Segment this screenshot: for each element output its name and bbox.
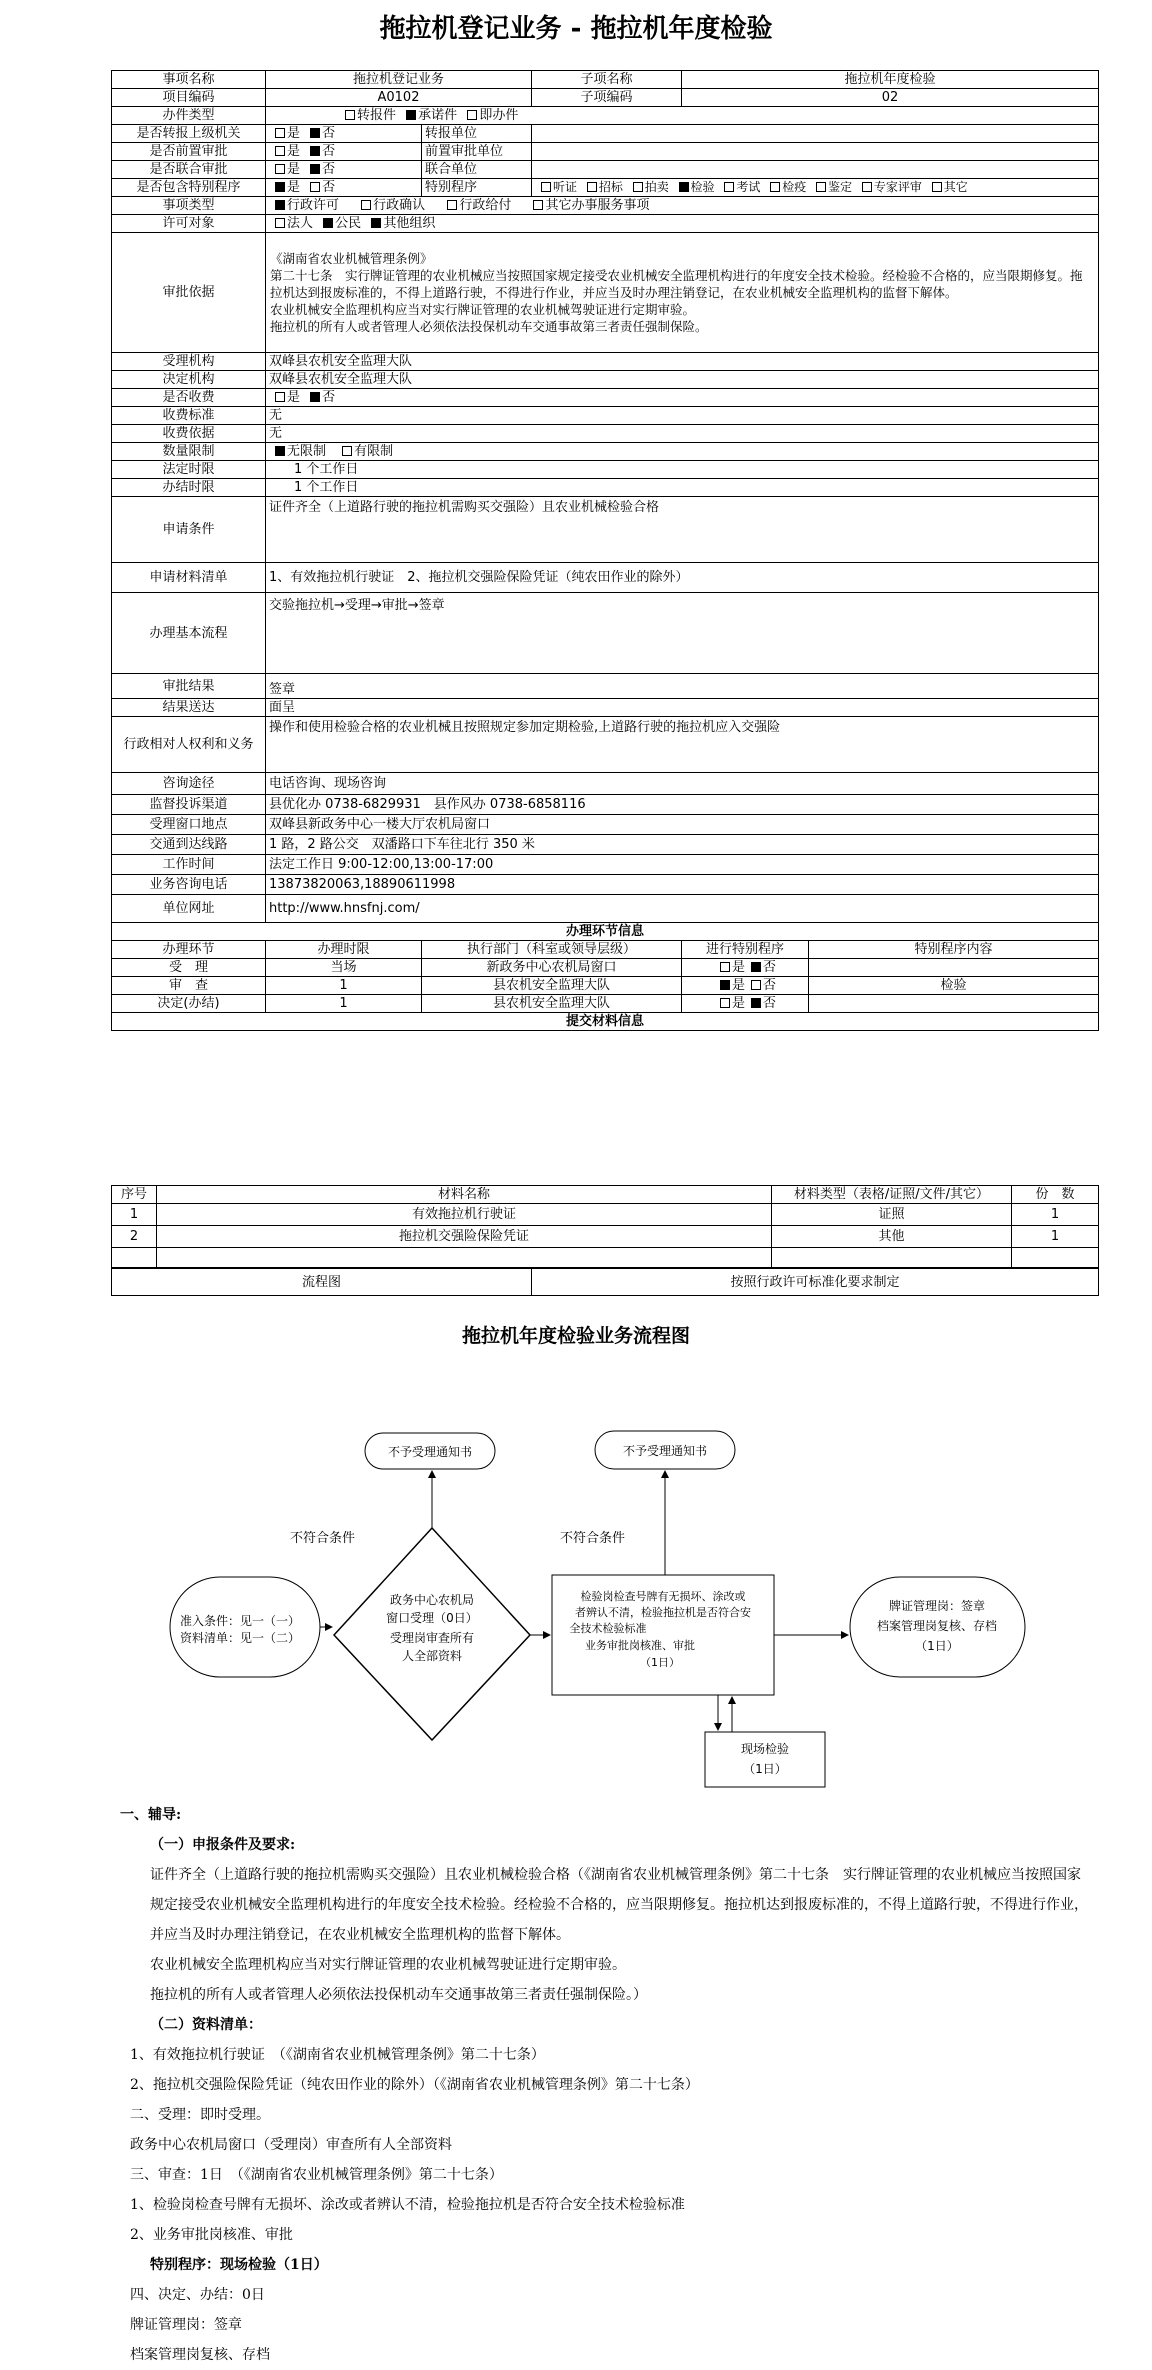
- table-row: [112, 977, 1099, 995]
- value-permit-obj: 法人 公民 其他组织: [266, 215, 1099, 233]
- value-sub-name: 拖拉机年度检验: [682, 71, 1099, 89]
- check-text-4: 业务审批岗核准、审批: [585, 1639, 695, 1652]
- check-text-3: 全技术检验标准: [569, 1622, 647, 1635]
- label-permit-obj: 许可对象: [112, 215, 266, 233]
- registration-table: [111, 70, 1099, 1031]
- label-phone: 业务咨询电话: [112, 875, 266, 895]
- label-delivery: 结果送达: [112, 699, 266, 717]
- label-item-code: 项目编码: [112, 89, 266, 107]
- value-basis: 《湖南省农业机械管理条例》 第二十七条 实行牌证管理的农业机械应当按照国家规定接受农业机械安全监理机构进行的年度安全技术检验。经检验不合格的，应当限期修复。拖拉机达到报废标准的，不得上道路行驶，不得进行作业，并应当及时办理注销登记，在农业机械安全监理机构的监督下解体。 农业机械安全监理机构应当对实行牌证管理的农业机械驾驶证进行定期审验。 拖拉机的所有人或者管理人必须依法投保机动车交通事故第三者责任强制保险。: [266, 233, 1099, 353]
- notes-line: 政务中心农机局窗口（受理岗）审查所有人全部资料: [130, 2137, 452, 2153]
- table-row: [112, 995, 1099, 1013]
- label-charge: 是否收费: [112, 389, 266, 407]
- checkbox-empty: [541, 182, 551, 192]
- value-pre-approval: 是 否: [266, 143, 422, 161]
- label-consult: 咨询途径: [112, 773, 266, 795]
- label-done-time: 办结时限: [112, 479, 266, 497]
- checkbox-empty: [587, 182, 597, 192]
- start-text-1: 准入条件：见一（一）: [180, 1614, 301, 1628]
- label-basis: 审批依据: [112, 233, 266, 353]
- notes-special: 特别程序：现场检验（1日）: [150, 2257, 328, 2273]
- notes-subheading-2: （二）资料清单：: [150, 2017, 262, 2033]
- field-text-2: （1日）: [743, 1762, 787, 1776]
- page-title: 拖拉机登记业务 - 拖拉机年度检验: [379, 14, 773, 44]
- checkbox-empty: [275, 164, 285, 174]
- label-matter-type: 事项类型: [112, 197, 266, 215]
- process-step: 审 查: [112, 977, 266, 995]
- checkbox-empty: [770, 182, 780, 192]
- notes-heading: 一、辅导:: [120, 1807, 182, 1823]
- notes-line: 1、有效拖拉机行驶证 （《湖南省农业机械管理条例》第二十七条）: [130, 2047, 545, 2063]
- flowchart-note: 按照行政许可标准化要求制定: [532, 1269, 1099, 1296]
- materials-section-title: 提交材料信息: [112, 1013, 1099, 1031]
- checkbox-checked: [310, 392, 320, 402]
- label-website: 单位网址: [112, 895, 266, 923]
- label-special-proc: 特别程序: [422, 179, 532, 197]
- value-decide-org: 双峰县农机安全监理大队: [266, 371, 1099, 389]
- checkbox-empty: [633, 182, 643, 192]
- process-time: 1: [266, 995, 422, 1013]
- value-conditions: 证件齐全（上道路行驶的拖拉机需购买交强险）且农业机械检验合格: [266, 497, 1099, 563]
- checkbox-empty: [724, 182, 734, 192]
- process-step: 决定(办结): [112, 995, 266, 1013]
- label-pre-approval: 是否前置审批: [112, 143, 266, 161]
- end-text-1: 牌证管理岗：签章: [888, 1599, 986, 1613]
- material-count: 1: [1012, 1226, 1099, 1248]
- process-header-time: 办理时限: [266, 941, 422, 959]
- notes-paragraph: 拖拉机的所有人或者管理人必须依法投保机动车交通事故第三者责任强制保险。）: [150, 1987, 647, 2003]
- label-materials: 申请材料清单: [112, 563, 266, 593]
- material-name: 拖拉机交强险保险凭证: [157, 1226, 772, 1248]
- notes-line: 2、拖拉机交强险保险凭证（纯农田作业的除外）（《湖南省农业机械管理条例》第二十七条）: [130, 2077, 699, 2093]
- material-header-name: 材料名称: [157, 1186, 772, 1204]
- checkbox-checked: [275, 182, 285, 192]
- notes-line: 三、审查：1日 （《湖南省农业机械管理条例》第二十七条）: [130, 2167, 503, 2183]
- value-accept-org: 双峰县农机安全监理大队: [266, 353, 1099, 371]
- reject-notice-text-1: 不予受理通知书: [387, 1445, 473, 1459]
- value-rights: 操作和使用检验合格的农业机械且按照规定参加定期检验,上道路行驶的拖拉机应入交强险: [266, 717, 1099, 773]
- checkbox-empty: [275, 218, 285, 228]
- value-charge-basis: 无: [266, 425, 1099, 443]
- checkbox-empty: [275, 146, 285, 156]
- notes-paragraph: 农业机械安全监理机构应当对实行牌证管理的农业机械驾驶证进行定期审验。: [150, 1957, 626, 1973]
- table-row: [112, 1226, 1099, 1248]
- start-text-2: 资料清单：见一（二）: [180, 1631, 301, 1645]
- value-charge: 是 否: [266, 389, 1099, 407]
- notes-paragraph: 证件齐全（上道路行驶的拖拉机需购买交强险）且农业机械检验合格（《湖南省农业机械管理条例》第二十七条 实行牌证管理的农业机械应当按照国家规定接受农业机械安全监理机构进行的年度安全技术检验。经检验不合格的，应当限期修复。拖拉机达到报废标准的，不得上道路行驶，不得进行作业，并应当及时办理注销登记，在农业机械安全监理机构的监督下解体。: [150, 1867, 1088, 1943]
- label-process: 办理基本流程: [112, 593, 266, 674]
- material-name: 有效拖拉机行驶证: [157, 1204, 772, 1226]
- value-materials: 1、有效拖拉机行驶证 2、拖拉机交强险保险凭证（纯农田作业的除外）: [266, 563, 1099, 593]
- empty-cell: [1012, 1248, 1099, 1268]
- checkbox-checked: [679, 182, 689, 192]
- label-window: 受理窗口地点: [112, 815, 266, 835]
- checkbox-checked: [310, 146, 320, 156]
- flowchart-label: 流程图: [112, 1269, 532, 1296]
- checkbox-empty: [310, 182, 320, 192]
- label-rights: 行政相对人权利和义务: [112, 717, 266, 773]
- diamond-text-1: 政务中心农机局: [389, 1593, 475, 1607]
- label-pre-unit: 前置审批单位: [422, 143, 532, 161]
- check-text-1: 检验岗检查号牌有无损坏、涂改或: [580, 1590, 746, 1603]
- checkbox-empty: [345, 110, 355, 120]
- empty-cell: [112, 1248, 157, 1268]
- checkbox-checked: [310, 164, 320, 174]
- checkbox-empty: [751, 980, 761, 990]
- label-joint-approval: 是否联合审批: [112, 161, 266, 179]
- value-consult: 电话咨询、现场咨询: [266, 773, 1099, 795]
- label-report-unit: 转报单位: [422, 125, 532, 143]
- process-content: [809, 995, 1099, 1013]
- checkbox-checked: [751, 962, 761, 972]
- empty-cell: [772, 1248, 1012, 1268]
- checkbox-empty: [932, 182, 942, 192]
- label-sub-name: 子项名称: [532, 71, 682, 89]
- process-dept: 县农机安全监理大队: [422, 995, 682, 1013]
- check-text-5: （1日）: [640, 1656, 680, 1669]
- label-decide-org: 决定机构: [112, 371, 266, 389]
- label-sub-code: 子项编码: [532, 89, 682, 107]
- label-legal-time: 法定时限: [112, 461, 266, 479]
- process-time: 1: [266, 977, 422, 995]
- diamond-text-4: 人全部资料: [401, 1649, 463, 1663]
- label-special: 是否包含特别程序: [112, 179, 266, 197]
- fail-label-1: 不符合条件: [290, 1531, 356, 1546]
- label-charge-basis: 收费依据: [112, 425, 266, 443]
- process-header-special: 进行特别程序: [682, 941, 809, 959]
- checkbox-checked: [751, 998, 761, 1008]
- value-quantity: 无限制 有限制: [266, 443, 1099, 461]
- label-report-upper: 是否转报上级机关: [112, 125, 266, 143]
- reject-notice-text-2: 不予受理通知书: [622, 1444, 708, 1458]
- material-no: 2: [112, 1226, 157, 1248]
- process-header-dept: 执行部门（科室或领导层级）: [422, 941, 682, 959]
- value-result: 签章: [266, 674, 1099, 699]
- flowchart-link-table: [111, 1268, 1099, 1296]
- checkbox-checked: [720, 980, 730, 990]
- value-report-unit: [532, 125, 1099, 143]
- notes-line: 1、检验岗检查号牌有无损坏、涂改或者辨认不清，检验拖拉机是否符合安全技术检验标准: [130, 2197, 685, 2213]
- diamond-text-2: 窗口受理（0日）: [386, 1611, 478, 1625]
- notes-line: 四、决定、办结：0日: [130, 2287, 265, 2303]
- value-joint-unit: [532, 161, 1099, 179]
- checkbox-empty: [275, 128, 285, 138]
- value-done-time: 1 个工作日: [266, 479, 1099, 497]
- value-matter-type: 行政许可 行政确认 行政给付 其它办事服务事项: [266, 197, 1099, 215]
- materials-table: [111, 1185, 1099, 1268]
- material-count: 1: [1012, 1204, 1099, 1226]
- value-complaint: 县优化办 0738-6829931 县作风办 0738-6858116: [266, 795, 1099, 815]
- process-section-title: 办理环节信息: [112, 923, 1099, 941]
- material-header-type: 材料类型（表格/证照/文件/其它）: [772, 1186, 1012, 1204]
- value-item-name: 拖拉机登记业务: [266, 71, 532, 89]
- checkbox-checked: [275, 446, 285, 456]
- label-item-name: 事项名称: [112, 71, 266, 89]
- checkbox-checked: [406, 110, 416, 120]
- fail-label-2: 不符合条件: [560, 1531, 626, 1546]
- material-type: 其他: [772, 1226, 1012, 1248]
- material-header-count: 份 数: [1012, 1186, 1099, 1204]
- checkbox-empty: [447, 200, 457, 210]
- process-dept: 县农机安全监理大队: [422, 977, 682, 995]
- checkbox-empty: [533, 200, 543, 210]
- label-accept-org: 受理机构: [112, 353, 266, 371]
- label-result: 审批结果: [112, 674, 266, 699]
- notes-line: 档案管理岗复核、存档: [130, 2347, 270, 2363]
- value-report-upper: 是 否: [266, 125, 422, 143]
- value-sub-code: 02: [682, 89, 1099, 107]
- flowchart-title: 拖拉机年度检验业务流程图: [461, 1325, 690, 1347]
- value-special: 是 否: [266, 179, 422, 197]
- notes-line: 二、受理：即时受理。: [130, 2107, 270, 2123]
- value-website: http://www.hnsfnj.com/: [266, 895, 1099, 923]
- label-worktime: 工作时间: [112, 855, 266, 875]
- process-special: 是 否: [682, 959, 809, 977]
- process-special: 是 否: [682, 995, 809, 1013]
- check-text-2: 者辨认不清，检验拖拉机是否符合安: [575, 1606, 751, 1619]
- value-pre-unit: [532, 143, 1099, 161]
- checkbox-empty: [361, 200, 371, 210]
- process-flowchart: [0, 1340, 1152, 1800]
- process-content: [809, 959, 1099, 977]
- value-handle-type: 转报件 承诺件 即办件: [266, 107, 1099, 125]
- material-header-no: 序号: [112, 1186, 157, 1204]
- table-row: [112, 1204, 1099, 1226]
- process-header-content: 特别程序内容: [809, 941, 1099, 959]
- material-no: 1: [112, 1204, 157, 1226]
- checkbox-empty: [342, 446, 352, 456]
- field-text-1: 现场检验: [740, 1742, 790, 1756]
- checkbox-empty: [720, 962, 730, 972]
- label-quantity: 数量限制: [112, 443, 266, 461]
- label-traffic: 交通到达线路: [112, 835, 266, 855]
- value-window: 双峰县新政务中心一楼大厅农机局窗口: [266, 815, 1099, 835]
- process-time: 当场: [266, 959, 422, 977]
- value-phone: 13873820063,18890611998: [266, 875, 1099, 895]
- notes-line: 2、业务审批岗核准、审批: [130, 2227, 293, 2243]
- value-item-code: A0102: [266, 89, 532, 107]
- label-complaint: 监督投诉渠道: [112, 795, 266, 815]
- notes-subheading-1: （一）申报条件及要求:: [150, 1837, 296, 1853]
- diamond-text-3: 受理岗审查所有: [389, 1631, 475, 1645]
- checkbox-empty: [816, 182, 826, 192]
- checkbox-empty: [275, 392, 285, 402]
- checkbox-checked: [323, 218, 333, 228]
- label-handle-type: 办件类型: [112, 107, 266, 125]
- end-text-3: （1日）: [915, 1639, 959, 1653]
- guidance-notes: [120, 1800, 1090, 2370]
- value-worktime: 法定工作日 9:00-12:00,13:00-17:00: [266, 855, 1099, 875]
- table-row: [112, 1248, 1099, 1268]
- checkbox-checked: [310, 128, 320, 138]
- value-legal-time: 1 个工作日: [266, 461, 1099, 479]
- material-type: 证照: [772, 1204, 1012, 1226]
- process-special: 是 否: [682, 977, 809, 995]
- value-delivery: 面呈: [266, 699, 1099, 717]
- value-charge-std: 无: [266, 407, 1099, 425]
- checkbox-empty: [720, 998, 730, 1008]
- label-conditions: 申请条件: [112, 497, 266, 563]
- checkbox-checked: [275, 200, 285, 210]
- process-header-step: 办理环节: [112, 941, 266, 959]
- label-charge-std: 收费标准: [112, 407, 266, 425]
- checkbox-empty: [862, 182, 872, 192]
- process-step: 受 理: [112, 959, 266, 977]
- end-text-2: 档案管理岗复核、存档: [876, 1619, 998, 1633]
- checkbox-empty: [467, 110, 477, 120]
- value-special-proc: 听证 招标 拍卖 检验 考试 检疫 鉴定 专家评审 其它: [532, 179, 1099, 197]
- value-process: 交验拖拉机→受理→审批→签章: [266, 593, 1099, 674]
- process-dept: 新政务中心农机局窗口: [422, 959, 682, 977]
- table-row: [112, 959, 1099, 977]
- checkbox-checked: [371, 218, 381, 228]
- value-joint-approval: 是 否: [266, 161, 422, 179]
- value-traffic: 1 路，2 路公交 双潘路口下车往北行 350 米: [266, 835, 1099, 855]
- empty-cell: [157, 1248, 772, 1268]
- field-inspection-box: [705, 1732, 825, 1787]
- process-content: 检验: [809, 977, 1099, 995]
- notes-line: 牌证管理岗：签章: [130, 2317, 242, 2333]
- label-joint-unit: 联合单位: [422, 161, 532, 179]
